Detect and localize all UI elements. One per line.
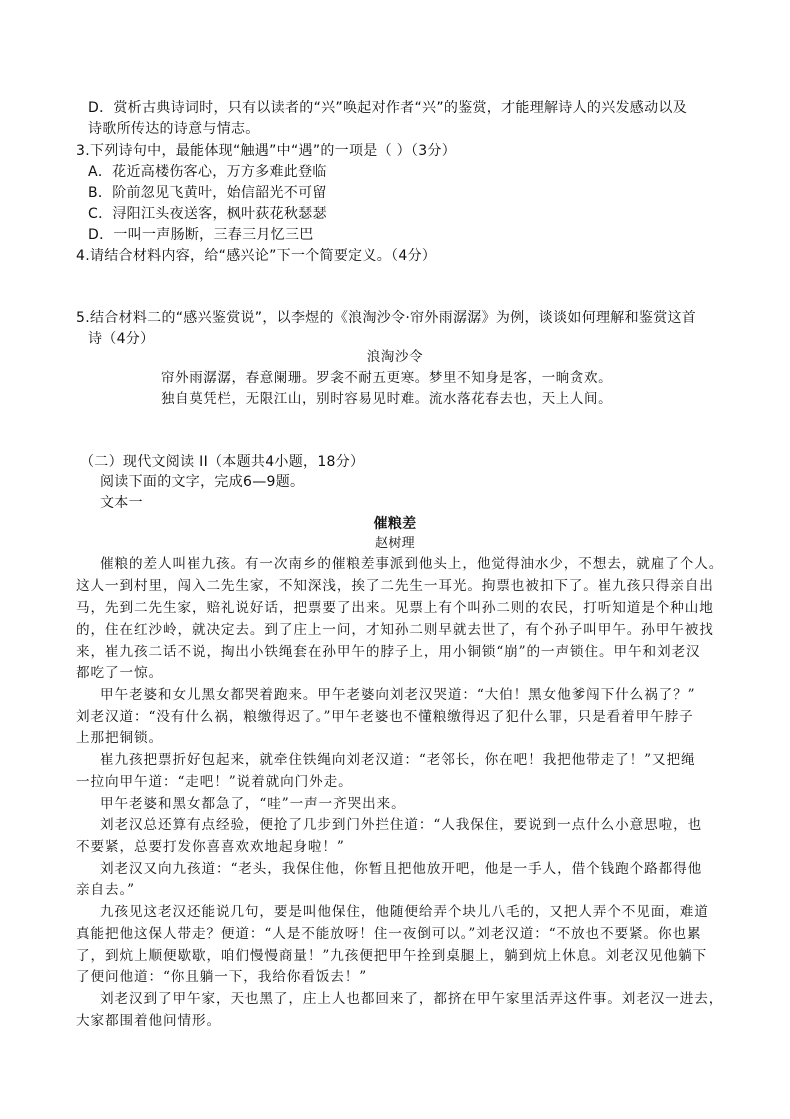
story-p3-line2: 一拉向甲午道：“走吧！”说着就向门外走。 <box>76 774 353 790</box>
story-p3-line1: 崔九孩把票折好包起来，就牵住铁绳向刘老汉道：“老邻长，你在吧！我把他带走了！”又把绳 <box>100 752 696 768</box>
story-p2-line2: 刘老汉道：“没有什么祸，粮缴得迟了。”甲午老婆也不懂粮缴得迟了犯什么罪，只是看着甲午脖子 <box>76 709 694 725</box>
story-p4-line1: 甲午老婆和黑女都急了，“哇”一声一齐哭出来。 <box>100 796 406 812</box>
story-p8-line2: 大家都围着他问情形。 <box>76 1013 221 1029</box>
section-heading: （二）现代文阅读 II（本题共4小题，18分） <box>80 454 365 470</box>
story-p6-line1: 刘老汉又向九孩道：“老头，我保住他，你暂且把他放开吧，他是一手人，借个钱跑个路都得他 <box>100 861 703 877</box>
story-p1-line6: 都吃了一惊。 <box>76 665 163 681</box>
story-title: 催粮差 <box>373 516 417 532</box>
story-p5-line1: 刘老汉总还算有点经验，便抢了几步到门外拦住道：“人我保住，要说到一点什么小意思啦，也 <box>100 817 703 833</box>
poem-title: 浪淘沙令 <box>366 349 424 365</box>
q2-option-d-line1: D．赏析古典诗词时，只有以读者的“兴”唤起对作者“兴”的鉴赏，才能理解诗人的兴发感动以及 <box>88 100 687 116</box>
story-p1-line1: 催粮的差人叫崔九孩。有一次南乡的催粮差事派到他头上，他觉得油水少，不想去，就雇了个人。 <box>100 556 724 572</box>
q5-stem-line2: 诗（4分） <box>88 331 155 347</box>
q3-option-a: A．花近高楼伤客心，万方多难此登临 <box>88 164 327 180</box>
q3-stem: 3.下列诗句中，最能体现“触遇”中“遇”的一项是（ ）（3分） <box>76 143 457 159</box>
poem-line1: 帘外雨潺潺，春意阑珊。罗衾不耐五更寒。梦里不知身是客，一晌贪欢。 <box>161 370 613 386</box>
story-p5-line2: 不要紧，总要打发你喜喜欢欢地起身啦！” <box>76 839 345 855</box>
story-p1-line2: 这人一到村里，闯入二先生家，不知深浅，挨了二先生一耳光。拘票也被扣下了。崔九孩只得亲自出 <box>76 578 714 594</box>
q3-option-c: C．浔阳江头夜送客，枫叶荻花秋瑟瑟 <box>88 206 327 222</box>
story-p8-line1: 刘老汉到了甲午家，天也黑了，庄上人也都回来了，都挤在甲午家里活弄这件事。刘老汉一进去， <box>100 991 724 1007</box>
q4-stem: 4.请结合材料内容，给“感兴论”下一个简要定义。（4分） <box>76 248 437 264</box>
story-author: 赵树理 <box>375 536 415 551</box>
story-p7-line1: 九孩见这老汉还能说几句，要是叫他保住，他随便给弄个块儿八毛的，又把人弄个不见面，难道 <box>100 904 709 920</box>
story-p1-line5: 来，崔九孩二话不说，掏出小铁绳套在孙甲午的脖子上，用小铜锁“崩”的一声锁住。甲午和刘老汉 <box>76 644 701 660</box>
q2-option-d-line2: 诗歌所传达的诗意与情志。 <box>88 121 260 137</box>
q3-option-d: D．一叫一声肠断，三春三月忆三巴 <box>88 227 314 243</box>
story-p6-line2: 亲自去。” <box>76 882 136 898</box>
story-p1-line4: 的，住在红沙岭，就决定去。到了庄上一问，才知孙二则早就去世了，有个孙子叫甲午。孙甲午被找 <box>76 622 714 638</box>
story-p7-line4: 了便问他道：“你且躺一下，我给你看饭去！” <box>76 969 368 985</box>
poem-line2: 独自莫凭栏，无限江山，别时容易见时难。流水落花春去也，天上人间。 <box>161 391 613 407</box>
section-instruction: 阅读下面的文字，完成6—9题。 <box>100 474 305 490</box>
q3-option-b: B．阶前忽见飞黄叶，始信韶光不可留 <box>88 185 327 201</box>
story-p2-line1: 甲午老婆和女儿黑女都哭着跑来。甲午老婆向刘老汉哭道：“大伯！黑女他爹闯下什么祸了？” <box>100 687 696 703</box>
story-p7-line3: 了，到炕上顺便歇歇，咱们慢慢商量！”九孩便把甲午拴到桌腿上，躺到炕上休息。刘老汉见他躺下 <box>76 948 708 964</box>
q5-stem-line1: 5.结合材料二的“感兴鉴赏说”，以李煜的《浪淘沙令·帘外雨潺潺》为例，谈谈如何理解和鉴赏这首 <box>76 310 697 326</box>
story-p1-line3: 马，先到二先生家，赔礼说好话，把票要了出来。见票上有个叫孙二则的农民，打听知道是个种山地 <box>76 600 714 616</box>
text-label: 文本一 <box>100 495 143 511</box>
story-p2-line3: 上那把铜锁。 <box>76 730 163 746</box>
story-p7-line2: 真能把他这保人带走？便道：“人是不能放呀！住一夜倒可以。”刘老汉道：“不放也不要紧。你也累 <box>76 926 702 942</box>
